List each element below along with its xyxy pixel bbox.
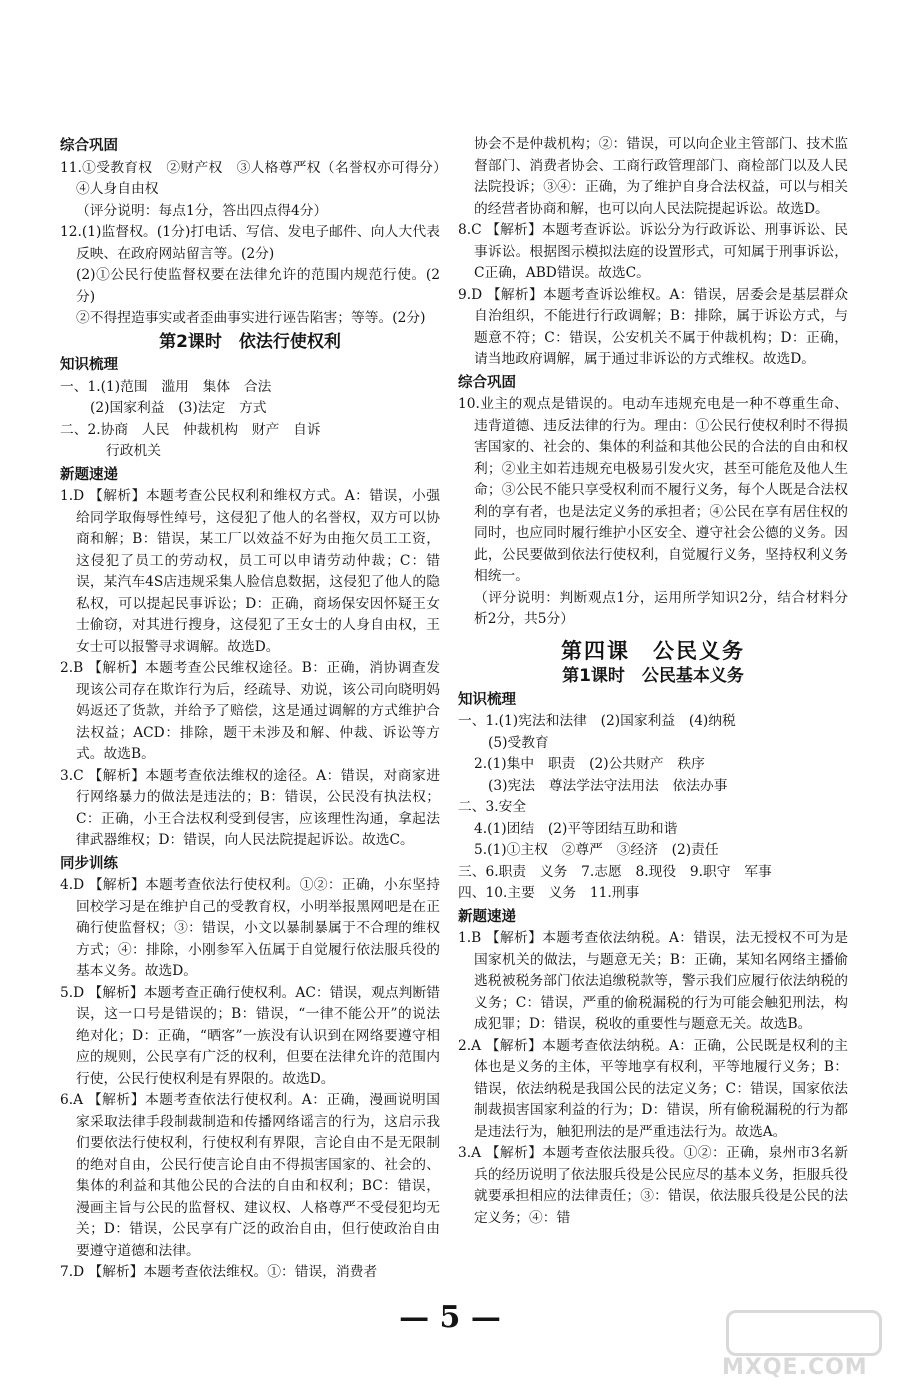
section-heading: 知识梳理: [458, 691, 516, 708]
knowledge-line: 5.(1)①主权 ②尊严 ③经济 (2)责任: [474, 842, 719, 858]
watermark-logo: [722, 1310, 882, 1380]
section-heading: 新题速递: [458, 908, 516, 925]
watermark-badge-icon: [726, 1310, 882, 1356]
knowledge-line: 2.(1)集中 职责 (2)公共财产 秩序: [474, 756, 705, 772]
answer-item: 11.①受教育权 ②财产权 ③人格尊严权（名誉权亦可得分） ④人身自由权: [60, 159, 454, 197]
lesson-title: 第2课时 依法行使权利: [159, 331, 341, 352]
page-number: — 5 —: [399, 1300, 501, 1335]
answer-item: 协会不是仲裁机构；②：错误，可以向企业主管部门、技术监督部门、消费者协会、工商行政管理部门、商检部门以及人民法院投诉；③④：正确，为了维护自身合法权益，可以与相关的经营者协商和解，也可以向人民法院提起诉讼。故选D。: [474, 136, 848, 217]
lesson-title: 第1课时 公民基本义务: [562, 666, 744, 686]
knowledge-line: 三、6.职责 义务 7.志愿 8.现役 9.职守 军事: [458, 863, 772, 880]
answer-item: 6.A 【解析】本题考查依法行使权利。A：正确，漫画说明国家采取法律手段制裁制造和传播网络谣言的行为，这启示我们要依法行使权利，行使权利有界限，言论自由不是无限制的绝对自由，公民行使言论自由不得损害国家的、社会的、集体的利益和其他公民的合法的自由和权利；BC：错误，漫画主旨与公民的监督权、建议权、人格尊严不受侵犯均无关；D：错误，公民享有广泛的政治自由，但行使政治自由要遵守道德和法律。: [60, 1092, 440, 1259]
knowledge-line: 二、3.安全: [458, 799, 527, 815]
section-heading: 知识梳理: [60, 357, 118, 373]
knowledge-line: (2)国家利益 (3)法定 方式: [90, 400, 267, 416]
answer-item: 2.B 【解析】本题考查公民维权途径。B：正确，消协调查发现该公司存在欺诈行为后，经疏导、劝说，该公司向晓明妈妈返还了货款，并给予了赔偿，这是通过调解的方式维护合法权益；ACD：排除，题干未涉及和解、仲裁、诉讼等方式。故选B。: [60, 660, 440, 762]
answer-item: 3.A 【解析】本题考查依法服兵役。①②：正确，泉州市3名新兵的经历说明了依法服兵役是公民应尽的基本义务，拒服兵役就要承担相应的法律责任；③：错误，依法服兵役是公民的法定义务；④：错: [458, 1145, 848, 1226]
answer-item: 5.D 【解析】本题考查正确行使权利。AC：错误，观点判断错误，这一口号是错误的；B：错误，“一律不能公开”的说法绝对化；D：正确，“晒客”一族没有认识到在网络要遵守相应的规则，公民享有广泛的权利，但要在法律允许的范围内行使，公民行使权利是有界限的。故选D。: [60, 984, 440, 1087]
knowledge-line: 行政机关: [106, 443, 162, 459]
answer-item: 9.D 【解析】本题考查诉讼维权。A：错误，居委会是基层群众自治组织，不能进行行政调解；B：排除，属于诉讼方式，与题意不符；C：错误，公安机关不属于仲裁机构；D：正确，请当地政府调解，属于通过非诉讼的方式维权。故选D。: [458, 286, 848, 367]
answer-item: 1.D 【解析】本题考查公民权利和维权方式。A：错误，小强给同学取侮辱性绰号，这侵犯了他人的名誉权，双方可以协商和解；B：错误，某工厂以效益不好为由拖欠员工工资，这侵犯了员工的劳动权，员工可以申请劳动仲裁；C：错误，某汽车4S店违规采集人脸信息数据，这侵犯了他人的隐私权，可以提起民事诉讼；D：正确，商场保安因怀疑王女士偷窃，对其进行搜身，这侵犯了王女士的人身自由权，王女士可以报警寻求调解。故选D。: [60, 488, 440, 655]
left-column: [60, 134, 454, 1284]
knowledge-line: (3)宪法 尊法学法守法用法 依法办事: [488, 777, 728, 794]
knowledge-line: (5)受教育: [488, 734, 549, 751]
answer-item: 4.D 【解析】本题考查依法行使权利。①②：正确，小东坚持回校学习是在维护自己的受教育权，小明举报黑网吧是在正确行使监督权；③：错误，小文以暴制暴属于不合理的维权方式；④：排除，小刚参军入伍属于自觉履行依法服兵役的基本义务。故选D。: [60, 877, 440, 979]
section-heading: 同步训练: [60, 855, 118, 872]
section-heading: 综合巩固: [458, 374, 516, 391]
scoring-note: （评分说明：每点1分，答出四点得4分）: [76, 202, 328, 219]
answer-item: 12.(1)监督权。(1分)打电话、写信、发电子邮件、向人大代表反映、在政府网站留言等。(2分): [60, 224, 440, 262]
section-heading: 综合巩固: [60, 138, 118, 154]
answer-item: 2.A 【解析】本题考查依法纳税。A：正确，公民既是权利的主体也是义务的主体，平等地享有权利，平等地履行义务；B：错误，依法纳税是我国公民的法定义务；C：错误，国家依法制裁损害国家利益的行为；D：错误，所有偷税漏税的行为都是违法行为，触犯刑法的是严重违法行为。故选A。: [458, 1037, 848, 1140]
scoring-note: （评分说明：判断观点1分，运用所学知识2分，结合材料分析2分，共5分）: [474, 589, 848, 627]
knowledge-line: 四、10.主要 义务 11.刑事: [458, 885, 640, 901]
answer-item: 7.D 【解析】本题考查依法维权。①：错误，消费者: [60, 1264, 378, 1280]
answer-item: 8.C 【解析】本题考查诉讼。诉讼分为行政诉讼、刑事诉讼、民事诉讼。根据图示模拟法庭的设置形式，可知属于刑事诉讼，C正确，ABD错误。故选C。: [458, 222, 848, 281]
knowledge-line: 一、1.(1)范围 滥用 集体 合法: [60, 378, 272, 395]
answer-item: ②不得捏造事实或者歪曲事实进行诬告陷害；等等。(2分): [76, 310, 426, 326]
answer-item: 10.业主的观点是错误的。电动车违规充电是一种不尊重生命、违背道德、违反法律的行为。理由：①公民行使权利时不得损害国家的、社会的、集体的利益和其他公民的合法的自由和权利；②业主如若违规充电极易引发火灾，甚至可能危及他人生命；③公民不能只享受权利而不履行义务，每个人既是合法权利的享有者，也是法定义务的承担者；④公民在享有居住权的同时，也应同时履行维护小区安全、遵守社会公德的义务。因此，公民要做到依法行使权利，自觉履行义务，坚持权利义务相统一。: [458, 396, 848, 584]
knowledge-line: 二、2.协商 人民 仲裁机构 财产 自诉: [60, 421, 321, 438]
section-heading: 新题速递: [60, 466, 118, 483]
watermark-text: MXQE.COM: [722, 1355, 868, 1380]
answer-item: 3.C 【解析】本题考查依法维权的途径。A：错误，对商家进行网络暴力的做法是违法的；B：错误，公民没有执法权；C：正确，小王合法权利受到侵害，应该理性沟通，拿起法律武器维权；D：错误，向人民法院提起诉讼。故选C。: [60, 767, 440, 848]
right-column: [458, 134, 848, 1229]
knowledge-line: 4.(1)团结 (2)平等团结互助和谐: [474, 820, 678, 837]
knowledge-line: 一、1.(1)宪法和法律 (2)国家利益 (4)纳税: [458, 713, 736, 729]
unit-title: 第四课 公民义务: [561, 638, 745, 663]
answer-item: 1.B 【解析】本题考查依法纳税。A：错误，法无授权不可为是国家机关的做法，与题意无关；B：正确，某知名网络主播偷逃税被税务部门依法追缴税款等，警示我们应履行依法纳税的义务；C：错误，严重的偷税漏税的行为可能会触犯刑法，构成犯罪；D：错误，税收的重要性与题意无关。故选B。: [458, 930, 848, 1032]
answer-item: (2)①公民行使监督权要在法律允许的范围内规范行使。(2分): [76, 267, 440, 305]
